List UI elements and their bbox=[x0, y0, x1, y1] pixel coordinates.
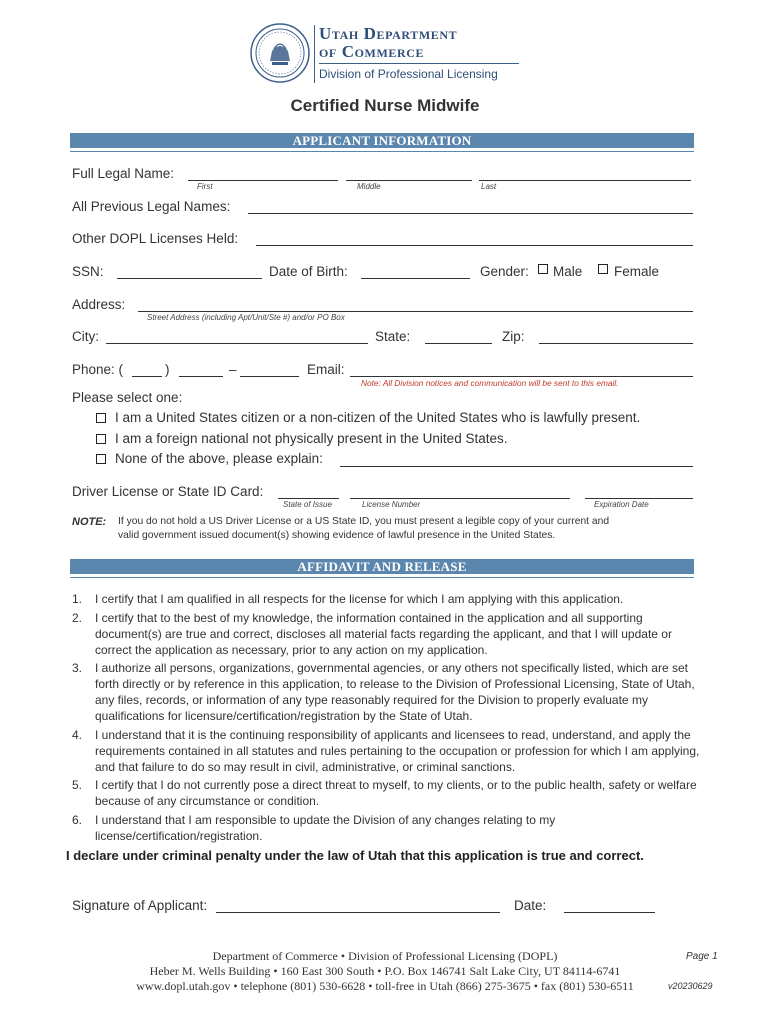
option-foreign-national-checkbox[interactable] bbox=[96, 434, 106, 444]
affidavit-item-text: I certify that to the best of my knowledge, the information contained in the application and all supporting document(s) are true and correct, discloses all material facts regarding the applicant, and that I will update or correct the application as necessary, prior to any action on my application. bbox=[95, 611, 672, 657]
affidavit-item-text: I authorize all persons, organizations, governmental agencies, or any others not specifically listed, which are set forth directly or by reference in this application, to release to the Division of Professional Licensing, State of Utah, any files, records, or information of any type reasonably required for the Division to properly evaluate my qualifications for licensure/certification/registration by the State of Utah. bbox=[95, 661, 695, 723]
expiration-caption: Expiration Date bbox=[594, 500, 649, 509]
footer-line-3: www.dopl.utah.gov • telephone (801) 530-6628 • toll-free in Utah (866) 275-3675 • fax (801) 530-6511 bbox=[136, 979, 634, 993]
previous-names-label: All Previous Legal Names: bbox=[72, 199, 231, 214]
email-note: Note: All Division notices and communication will be sent to this email. bbox=[361, 378, 619, 388]
heading-rule bbox=[70, 151, 694, 152]
affidavit-item bbox=[72, 591, 700, 607]
license-state-field[interactable] bbox=[278, 498, 339, 499]
address-caption: Street Address (including Apt/Unit/Ste #) and/or PO Box bbox=[147, 313, 345, 322]
state-field[interactable] bbox=[425, 343, 492, 344]
license-number-field[interactable] bbox=[350, 498, 570, 499]
gender-male-checkbox[interactable] bbox=[538, 264, 548, 274]
zip-field[interactable] bbox=[539, 343, 693, 344]
logo-underline bbox=[319, 63, 519, 64]
ssn-label: SSN: bbox=[72, 264, 104, 279]
affidavit-rule bbox=[70, 577, 694, 578]
license-number-caption: License Number bbox=[362, 500, 421, 509]
affidavit-heading: AFFIDAVIT AND RELEASE bbox=[70, 559, 694, 574]
affidavit-item-text: I certify that I do not currently pose a direct threat to myself, to my clients, or to the public health, safety or welfare because of any circumstance or condition. bbox=[95, 778, 697, 808]
gender-male-label: Male bbox=[553, 264, 583, 279]
affidavit-item-number: 3. bbox=[72, 661, 83, 675]
affidavit-item-number: 5. bbox=[72, 778, 83, 792]
affidavit-item bbox=[72, 660, 700, 724]
signature-label: Signature of Applicant: bbox=[72, 898, 208, 913]
phone-line-field[interactable] bbox=[240, 376, 299, 377]
address-field[interactable] bbox=[138, 311, 693, 312]
dob-field[interactable] bbox=[361, 278, 470, 279]
division-name: Division of Professional Licensing bbox=[319, 67, 498, 81]
previous-names-field[interactable] bbox=[248, 213, 693, 214]
option-none-explain-field[interactable] bbox=[340, 466, 693, 467]
phone-area-code-field[interactable] bbox=[132, 376, 162, 377]
affidavit-item-number: 4. bbox=[72, 728, 83, 742]
middle-name-field[interactable] bbox=[346, 180, 472, 181]
applicant-information-heading: APPLICANT INFORMATION bbox=[70, 133, 694, 148]
department-name-line2: of Commerce bbox=[319, 42, 425, 61]
affidavit-item-text: I understand that it is the continuing responsibility of applicants and licensees to read, understand, and apply the requirements contained in all statutes and rules pertaining to the occupation or profession for which I am applying, and that failure to do so may result in civil, administrative, or criminal sanctions. bbox=[95, 728, 700, 774]
license-expiration-field[interactable] bbox=[585, 498, 693, 499]
footer-line-2: Heber M. Wells Building • 160 East 300 South • P.O. Box 146741 Salt Lake City, UT 84114-6741 bbox=[149, 964, 621, 978]
last-caption: Last bbox=[481, 182, 497, 191]
driver-license-label: Driver License or State ID Card: bbox=[72, 484, 264, 499]
state-seal-logo bbox=[250, 23, 310, 83]
note-line1: If you do not hold a US Driver License or a US State ID, you must present a legible copy of your current and bbox=[118, 516, 610, 527]
email-label: Email: bbox=[307, 362, 345, 377]
footer-line-1: Department of Commerce • Division of Professional Licensing (DOPL) bbox=[212, 949, 558, 963]
option-us-citizen-checkbox[interactable] bbox=[96, 413, 106, 423]
city-label: City: bbox=[72, 329, 99, 344]
affidavit-item-text: I understand that I am responsible to update the Division of any changes relating to my license/certification/registration. bbox=[95, 813, 556, 843]
phone-paren-close: ) bbox=[165, 362, 170, 377]
note-label: NOTE: bbox=[72, 516, 107, 528]
date-label: Date: bbox=[514, 898, 547, 913]
page-number: Page 1 bbox=[686, 951, 718, 962]
date-field[interactable] bbox=[564, 912, 655, 913]
affidavit-item-number: 6. bbox=[72, 813, 83, 827]
email-field[interactable] bbox=[350, 376, 693, 377]
zip-label: Zip: bbox=[502, 329, 525, 344]
declaration: I declare under criminal penalty under the law of Utah that this application is true and correct. bbox=[66, 848, 644, 863]
first-name-field[interactable] bbox=[188, 180, 338, 181]
city-field[interactable] bbox=[106, 343, 368, 344]
other-licenses-label: Other DOPL Licenses Held: bbox=[72, 231, 239, 246]
gender-female-checkbox[interactable] bbox=[598, 264, 608, 274]
version-code: v20230629 bbox=[668, 981, 713, 991]
option-none-label: None of the above, please explain: bbox=[115, 451, 323, 466]
full-legal-name-label: Full Legal Name: bbox=[72, 166, 175, 181]
middle-caption: Middle bbox=[357, 182, 381, 191]
affidavit-item-number: 2. bbox=[72, 611, 83, 625]
state-label: State: bbox=[375, 329, 411, 344]
affidavit-item bbox=[72, 812, 700, 844]
select-one-label: Please select one: bbox=[72, 390, 183, 405]
phone-dash: – bbox=[229, 362, 237, 377]
signature-field[interactable] bbox=[216, 912, 500, 913]
logo-divider bbox=[314, 25, 315, 83]
address-label: Address: bbox=[72, 297, 126, 312]
option-foreign-national-label: I am a foreign national not physically present in the United States. bbox=[115, 431, 508, 446]
affidavit-item bbox=[72, 777, 700, 809]
department-name-line1: Utah Department bbox=[319, 24, 458, 43]
ssn-field[interactable] bbox=[117, 278, 262, 279]
option-us-citizen-label: I am a United States citizen or a non-citizen of the United States who is lawfully present. bbox=[115, 410, 641, 425]
first-caption: First bbox=[197, 182, 213, 191]
option-none-checkbox[interactable] bbox=[96, 454, 106, 464]
affidavit-item-number: 1. bbox=[72, 592, 83, 606]
affidavit-item bbox=[72, 610, 700, 658]
dob-label: Date of Birth: bbox=[269, 264, 348, 279]
other-licenses-field[interactable] bbox=[256, 245, 693, 246]
phone-prefix-field[interactable] bbox=[179, 376, 223, 377]
gender-female-label: Female bbox=[614, 264, 660, 279]
affidavit-item-text: I certify that I am qualified in all respects for the license for which I am applying with this application. bbox=[95, 592, 624, 606]
affidavit-item bbox=[72, 727, 700, 775]
phone-label: Phone: ( bbox=[72, 362, 124, 377]
last-name-field[interactable] bbox=[479, 180, 691, 181]
gender-label: Gender: bbox=[480, 264, 529, 279]
note-line2: valid government issued document(s) showing evidence of lawful presence in the United States. bbox=[118, 530, 556, 541]
state-of-issue-caption: State of Issue bbox=[283, 500, 332, 509]
form-title: Certified Nurse Midwife bbox=[290, 96, 480, 115]
